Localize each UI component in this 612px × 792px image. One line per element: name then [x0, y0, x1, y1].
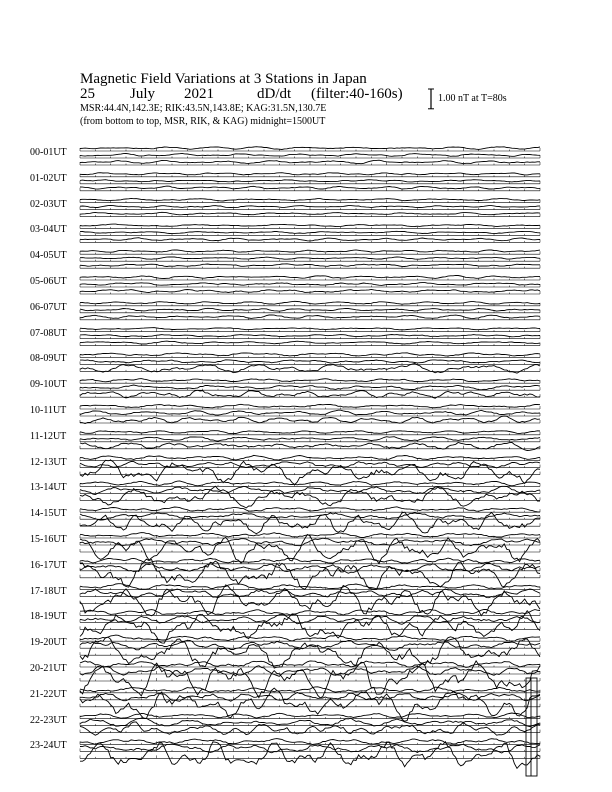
trace-msr [80, 212, 540, 215]
row-label: 06-07UT [30, 301, 67, 313]
date-month: July [130, 86, 156, 102]
row-label: 02-03UT [30, 198, 67, 210]
chart-title: Magnetic Field Variations at 3 Stations in Japan [80, 71, 367, 87]
row-label: 22-23UT [30, 714, 67, 726]
row-label: 05-06UT [30, 276, 67, 287]
row-label: 15-16UT [30, 534, 67, 545]
scale-bar-label: 1.00 nT at T=80s [438, 93, 507, 104]
row-label: 14-15UT [30, 508, 67, 520]
row-label: 00-01UT [30, 147, 67, 158]
stations-info: MSR:44.4N,142.3E; RIK:43.5N,143.8E; KAG:31.5N,130.7E [80, 103, 327, 114]
date-year: 2021 [184, 86, 214, 102]
row-label: 08-09UT [30, 353, 67, 365]
row-label: 01-02UT [30, 172, 67, 184]
trace-msr [80, 486, 540, 508]
row-label: 07-08UT [30, 327, 67, 339]
row-label: 16-17UT [30, 559, 67, 571]
date-day: 25 [80, 86, 95, 102]
row-label: 09-10UT [30, 379, 67, 391]
row-label: 13-14UT [30, 482, 67, 494]
trace-kag [80, 173, 540, 175]
row-label: 23-24UT [30, 740, 67, 752]
row-label: 11-12UT [30, 430, 67, 442]
row-label: 03-04UT [30, 224, 67, 236]
trace-kag [80, 301, 540, 304]
row-label: 12-13UT [30, 456, 67, 468]
row-label: 21-22UT [30, 688, 67, 700]
row-label: 18-19UT [30, 611, 67, 623]
row-label: 17-18UT [30, 585, 67, 597]
trace-msr [80, 442, 540, 450]
row-label: 19-20UT [30, 637, 67, 649]
station-order-info: (from bottom to top, MSR, RIK, & KAG) midnight=1500UT [80, 116, 326, 127]
row-label: 10-11UT [30, 405, 67, 416]
row-label: 04-05UT [30, 250, 67, 262]
metric-label: dD/dt [257, 86, 292, 102]
trace-rik [80, 640, 540, 650]
row-label: 20-21UT [30, 663, 67, 674]
filter-label: (filter:40-160s) [311, 86, 403, 102]
trace-msr [80, 289, 540, 292]
trace-msr [80, 512, 540, 533]
trace-rik [80, 614, 540, 624]
